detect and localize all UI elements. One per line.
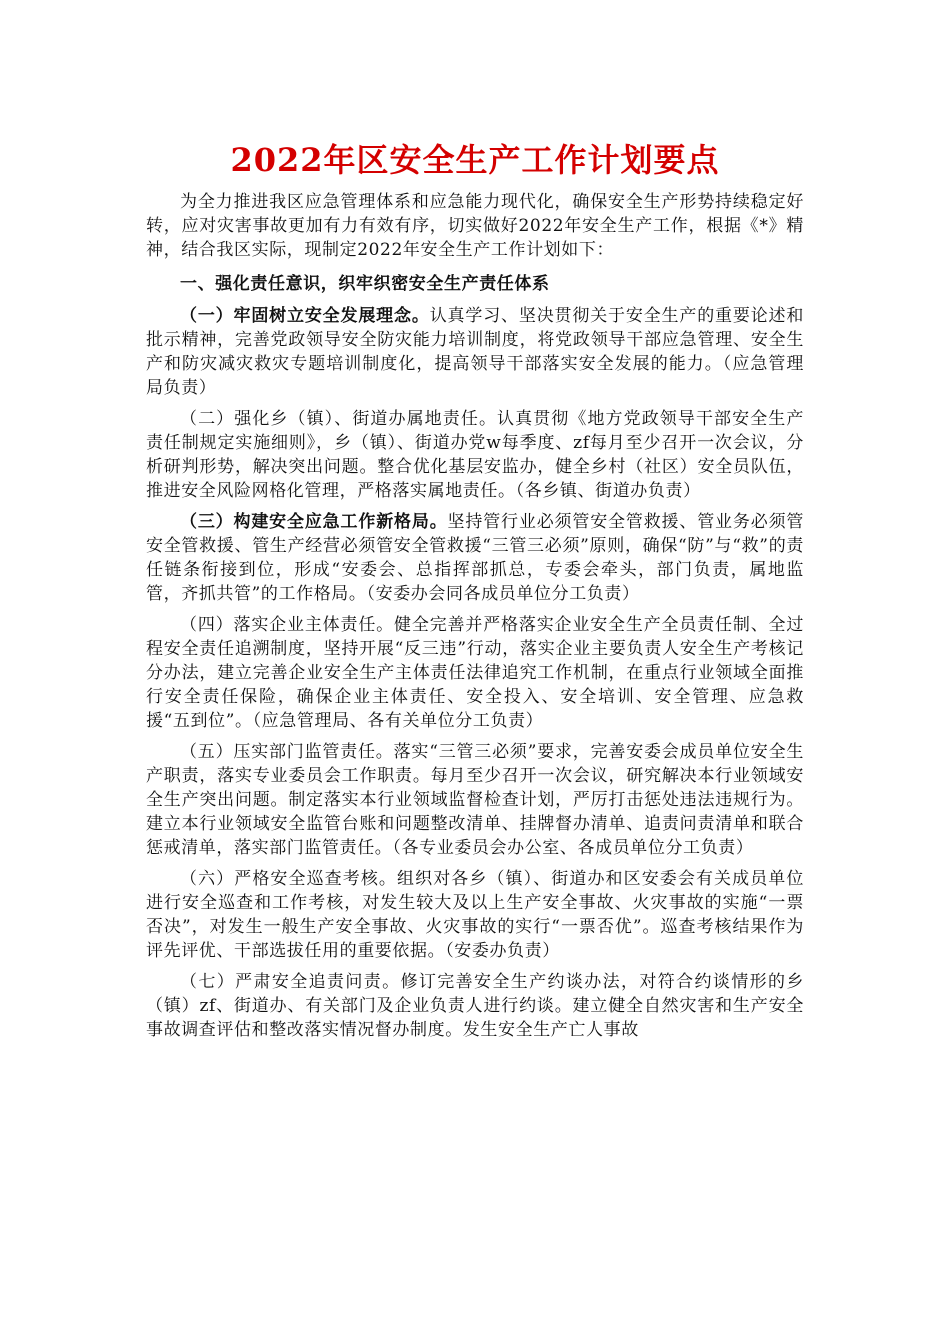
item-paragraph-6: [146, 867, 804, 963]
item-body-7: 修订完善安全生产约谈办法，对符合约谈情形的乡（镇）zf、街道办、有关部门及企业负责人进行约谈。建立健全自然灾害和生产安全事故调查评估和整改落实情况督办制度。发生安全生产亡人事故: [146, 972, 805, 1040]
item-lead-5: （五）压实部门监管责任。: [180, 742, 394, 762]
item-paragraph-2: [146, 407, 804, 503]
item-body-4: 健全完善并严格落实企业安全生产全员责任制、全过程安全责任追溯制度，坚持开展“反三违”行动，落实企业主要负责人安全生产考核记分办法，建立完善企业安全生产主体责任法律追究工作机制，在重点行业领域全面推行安全责任保险，确保企业主体责任、安全投入、安全培训、安全管理、应急救援“五到位”。（应急管理局、各有关单位分工负责）: [146, 615, 804, 731]
item-paragraph-3: [146, 510, 804, 606]
item-lead-4: （四）落实企业主体责任。: [180, 615, 395, 635]
item-body-5: 落实“三管三必须”要求，完善安委会成员单位安全生产职责，落实专业委员会工作职责。每月至少召开一次会议，研究解决本行业领域安全生产突出问题。制定落实本行业领域监督检查计划，严厉打击惩处违法违规行为。建立本行业领域安全监管台账和问题整改清单、挂牌督办清单、追责问责清单和联合惩戒清单，落实部门监管责任。（各专业委员会办公室、各成员单位分工负责）: [146, 742, 805, 858]
section-heading-1: 一、强化责任意识，织牢织密安全生产责任体系: [180, 274, 550, 294]
intro-paragraph: 为全力推进我区应急管理体系和应急能力现代化，确保安全生产形势持续稳定好转，应对灾害事故更加有力有效有序，切实做好2022年安全生产工作，根据《*》精神，结合我区实际，现制定2022年安全生产工作计划如下：: [146, 192, 804, 260]
item-body-6: 组织对各乡（镇）、街道办和区安委会有关成员单位进行安全巡查和工作考核，对发生较大及以上生产安全事故、火灾事故的实施“一票否决”，对发生一般生产安全事故、火灾事故的实行“一票否优”。巡查考核结果作为评先评优、干部选拔任用的重要依据。（安委办负责）: [146, 869, 804, 961]
item-body-3: 坚持管行业必须管安全管救援、管业务必须管安全管救援、管生产经营必须管安全管救援“三管三必须”原则，确保“防”与“救”的责任链条衔接到位，形成“安委会、总指挥部抓总，专委会牵头，部门负责，属地监管，齐抓共管”的工作格局。（安委办会同各成员单位分工负责）: [146, 512, 805, 604]
item-paragraph-1: [146, 304, 804, 400]
item-lead-3: （三）构建安全应急工作新格局。: [180, 512, 448, 532]
item-lead-2: （二）强化乡（镇）、街道办属地责任。: [180, 409, 498, 429]
document-title: 2022年区安全生产工作计划要点: [230, 141, 720, 179]
item-body-2: 认真贯彻《地方党政领导干部安全生产责任制规定实施细则》，乡（镇）、街道办党w每季度、zf每月至少召开一次会议，分析研判形势，解决突出问题。整合优化基层安监办，健全乡村（社区）安全员队伍，推进安全风险网格化管理，严格落实属地责任。（各乡镇、街道办负责）: [146, 409, 804, 501]
item-lead-6: （六）严格安全巡查考核。: [180, 869, 398, 889]
item-paragraph-7: [146, 970, 804, 1042]
item-lead-1: （一）牢固树立安全发展理念。: [180, 306, 430, 326]
item-lead-7: （七）严肃安全追责问责。: [180, 972, 401, 992]
item-paragraph-4: [146, 613, 804, 733]
item-paragraph-5: [146, 740, 804, 860]
item-body-1: 认真学习、坚决贯彻关于安全生产的重要论述和批示精神，完善党政领导安全防灾能力培训制度，将党政领导干部应急管理、安全生产和防灾减灾救灾专题培训制度化，提高领导干部落实安全发展的能力。（应急管理局负责）: [146, 306, 804, 398]
